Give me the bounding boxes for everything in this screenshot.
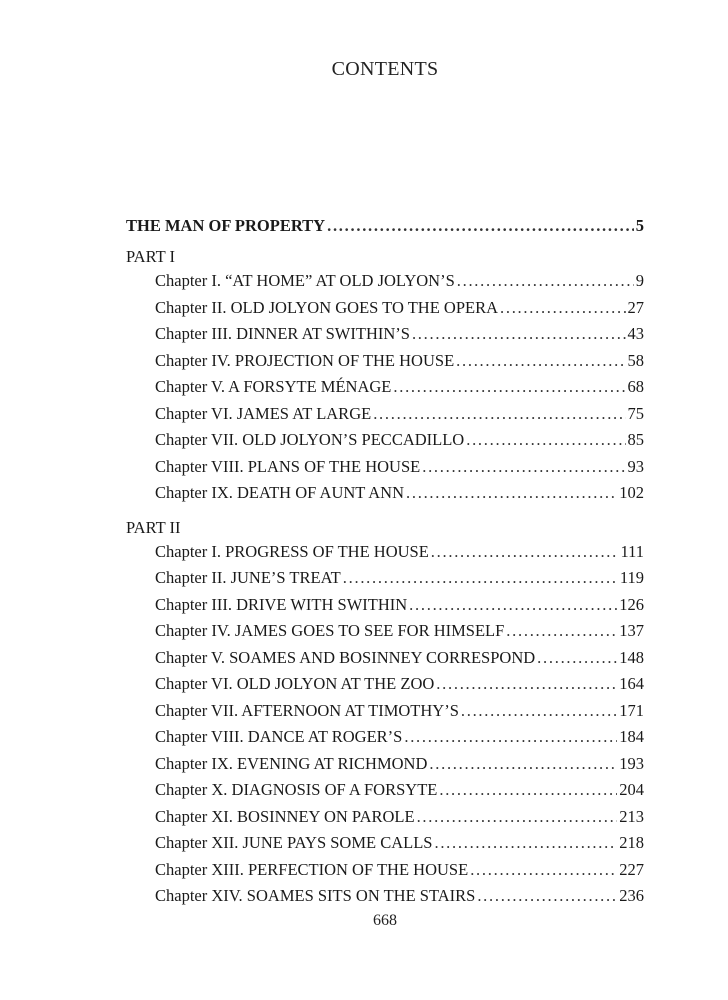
toc-chapter-entry[interactable]: [126, 618, 644, 645]
chapter-page-number: 58: [627, 350, 644, 370]
toc-chapter-entry[interactable]: [126, 268, 644, 295]
page-title: CONTENTS: [331, 58, 439, 80]
chapter-title: Chapter VIII. PLANS OF THE HOUSE: [155, 456, 421, 476]
toc-chapter-entry[interactable]: [126, 698, 644, 725]
chapter-page-number: 93: [627, 456, 644, 476]
dot-leader: [406, 480, 617, 507]
chapter-title: Chapter XII. JUNE PAYS SOME CALLS: [155, 833, 433, 852]
dot-leader: [500, 295, 626, 322]
toc-chapter-entry[interactable]: [126, 883, 644, 910]
chapter-title: Chapter V. A FORSYTE MÉNAGE: [155, 377, 392, 396]
chapter-page-number: 227: [619, 859, 644, 879]
chapter-page-number: 164: [619, 674, 644, 693]
toc-chapter-entry[interactable]: [126, 295, 644, 322]
toc-chapter-entry[interactable]: [126, 348, 644, 375]
dot-leader: [417, 804, 618, 831]
toc-chapter-entry[interactable]: [126, 671, 644, 698]
chapter-title: Chapter II. JUNE’S TREAT: [155, 568, 341, 587]
chapter-page-number: 193: [619, 753, 644, 773]
dot-leader: [429, 751, 617, 778]
chapter-title: Chapter IV. PROJECTION OF THE HOUSE: [155, 350, 455, 370]
chapter-title: Chapter XIV. SOAMES SITS ON THE STAIRS: [155, 886, 476, 905]
dot-leader: [477, 883, 617, 910]
chapter-page-number: 184: [619, 727, 644, 746]
toc-book-entry[interactable]: [126, 212, 644, 240]
table-of-contents: [126, 212, 644, 910]
page-number: 668: [373, 912, 397, 929]
chapter-page-number: 111: [620, 541, 644, 561]
book-page-number: 5: [635, 216, 644, 235]
dot-leader: [466, 427, 625, 454]
chapter-page-number: 171: [619, 700, 644, 720]
toc-chapter-entry[interactable]: [126, 645, 644, 672]
dot-leader: [434, 830, 617, 857]
chapter-title: Chapter VII. OLD JOLYON’S PECCADILLO: [155, 430, 465, 449]
toc-chapter-entry[interactable]: [126, 480, 644, 507]
toc-chapter-entry[interactable]: [126, 751, 644, 778]
chapter-page-number: 236: [619, 886, 644, 905]
part-label: PART II: [126, 517, 181, 537]
dot-leader: [422, 454, 625, 481]
chapter-page-number: 218: [619, 833, 644, 852]
toc-chapter-entry[interactable]: [126, 777, 644, 804]
dot-leader: [404, 724, 617, 751]
dot-leader: [537, 645, 617, 672]
chapter-page-number: 68: [627, 377, 644, 396]
chapter-title: Chapter III. DRIVE WITH SWITHIN: [155, 594, 408, 614]
chapter-page-number: 102: [619, 483, 644, 502]
toc-chapter-entry[interactable]: [126, 592, 644, 619]
dot-leader: [439, 777, 617, 804]
chapter-title: Chapter V. SOAMES AND BOSINNEY CORRESPOND: [155, 647, 536, 667]
chapter-title: Chapter I. PROGRESS OF THE HOUSE: [155, 541, 429, 561]
book-title: THE MAN OF PROPERTY: [126, 216, 326, 235]
toc-chapter-entry[interactable]: [126, 321, 644, 348]
chapter-title: Chapter VIII. DANCE AT ROGER’S: [155, 727, 403, 746]
chapter-page-number: 126: [619, 594, 644, 614]
toc-chapter-entry[interactable]: [126, 565, 644, 592]
chapter-title: Chapter II. OLD JOLYON GOES TO THE OPERA: [155, 297, 498, 317]
chapter-page-number: 9: [635, 271, 644, 290]
dot-leader: [373, 401, 625, 428]
dot-leader: [412, 321, 626, 348]
chapter-page-number: 119: [619, 568, 644, 587]
dot-leader: [409, 592, 617, 619]
chapter-title: Chapter X. DIAGNOSIS OF A FORSYTE: [155, 780, 438, 799]
toc-chapter-entry[interactable]: [126, 427, 644, 454]
dot-leader: [436, 671, 617, 698]
chapter-title: Chapter XI. BOSINNEY ON PAROLE: [155, 806, 415, 826]
part-chapter-list: [126, 539, 644, 910]
chapter-title: Chapter VI. OLD JOLYON AT THE ZOO: [155, 674, 435, 693]
chapter-page-number: 137: [619, 621, 644, 640]
chapter-title: Chapter IV. JAMES GOES TO SEE FOR HIMSELF: [155, 621, 505, 640]
chapter-title: Chapter IX. EVENING AT RICHMOND: [155, 753, 428, 773]
toc-chapter-entry[interactable]: [126, 401, 644, 428]
dot-leader: [506, 618, 617, 645]
dot-leader: [456, 348, 625, 375]
toc-chapter-entry[interactable]: [126, 454, 644, 481]
chapter-title: Chapter I. “AT HOME” AT OLD JOLYON’S: [155, 271, 455, 290]
chapter-title: Chapter XIII. PERFECTION OF THE HOUSE: [155, 859, 469, 879]
part-chapter-list: [126, 268, 644, 507]
toc-chapter-entry[interactable]: [126, 539, 644, 566]
chapter-page-number: 204: [619, 780, 644, 799]
dot-leader: [431, 539, 619, 566]
toc-chapter-entry[interactable]: [126, 804, 644, 831]
chapter-title: Chapter IX. DEATH OF AUNT ANN: [155, 483, 405, 502]
chapter-page-number: 27: [627, 297, 644, 317]
dot-leader: [457, 268, 634, 295]
toc-chapter-entry[interactable]: [126, 374, 644, 401]
dot-leader: [461, 698, 617, 725]
dot-leader: [343, 565, 618, 592]
chapter-title: Chapter III. DINNER AT SWITHIN’S: [155, 324, 410, 343]
chapter-title: Chapter VII. AFTERNOON AT TIMOTHY’S: [155, 700, 459, 720]
chapter-page-number: 43: [627, 324, 644, 343]
chapter-page-number: 213: [619, 806, 644, 826]
toc-chapter-entry[interactable]: [126, 724, 644, 751]
dot-leader: [470, 857, 617, 884]
chapter-page-number: 148: [619, 647, 644, 667]
toc-chapter-entry[interactable]: [126, 857, 644, 884]
dot-leader: [327, 212, 634, 240]
chapter-page-number: 75: [627, 403, 644, 423]
dot-leader: [393, 374, 625, 401]
part-label: PART I: [126, 247, 175, 266]
chapter-title: Chapter VI. JAMES AT LARGE: [155, 403, 372, 423]
chapter-page-number: 85: [627, 430, 644, 449]
toc-chapter-entry[interactable]: [126, 830, 644, 857]
